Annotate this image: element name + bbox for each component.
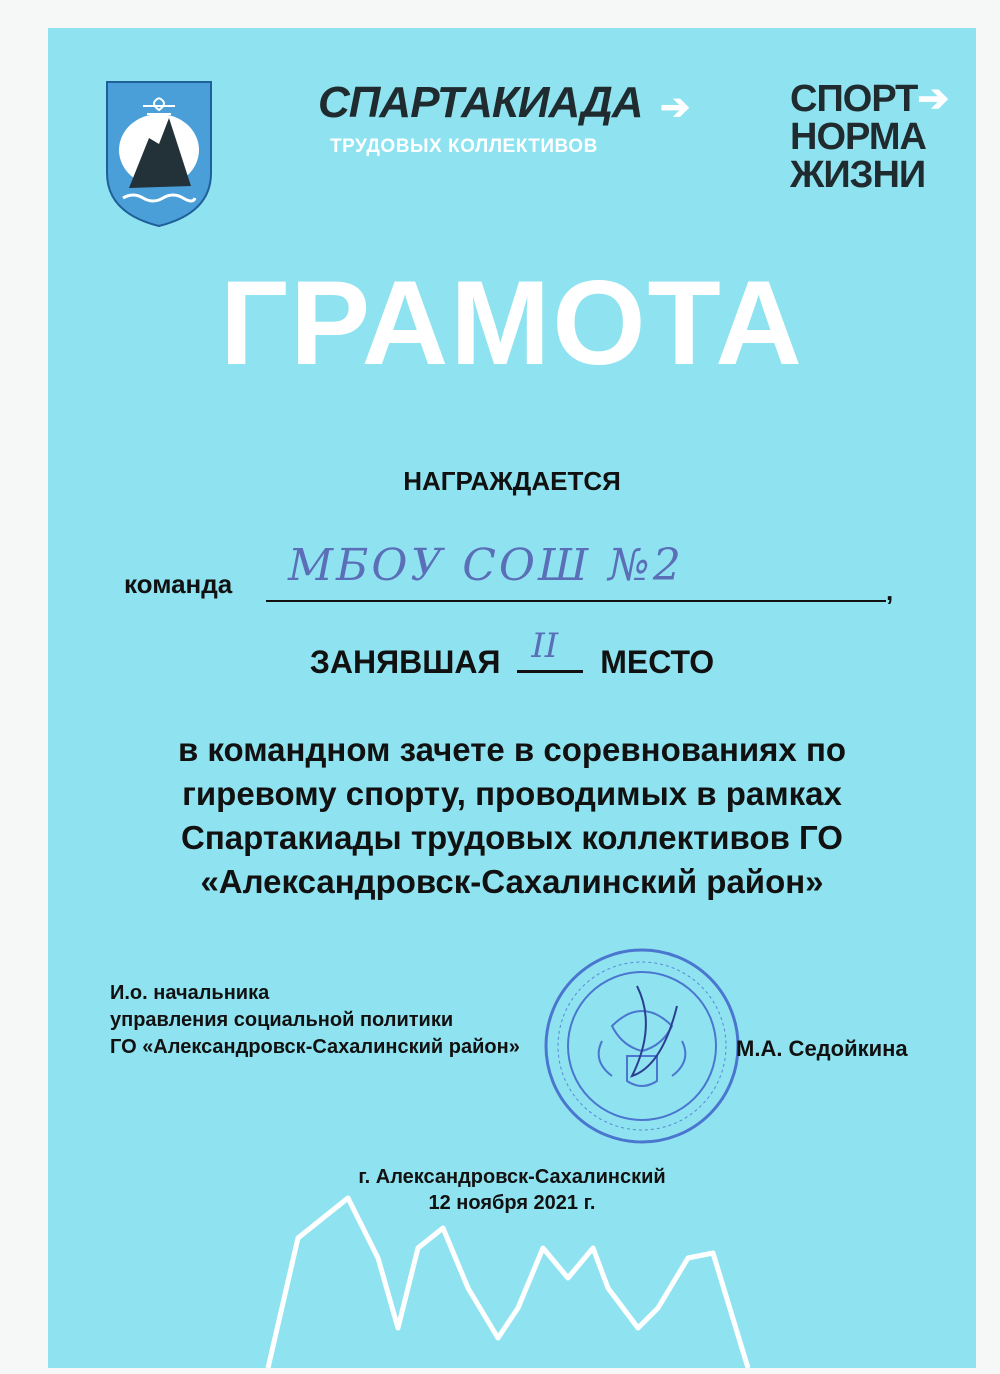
slogan-line-2: НОРМА — [790, 116, 926, 158]
place-handwritten: II — [531, 626, 559, 666]
slogan-line-1: СПОРТ➔ — [790, 78, 949, 120]
position-line-2: управления социальной политики — [110, 1009, 454, 1031]
brand-arrow-icon: ➔ — [660, 86, 691, 127]
awarded-heading: НАГРАЖДАЕТСЯ — [403, 466, 621, 496]
brand-subtitle: ТРУДОВЫХ КОЛЛЕКТИВОВ — [330, 136, 598, 157]
official-stamp-icon — [542, 946, 742, 1146]
signatory-position — [110, 980, 520, 1061]
slogan-line-3: ЖИЗНИ — [790, 154, 926, 196]
certificate-title: ГРАМОТА — [220, 256, 804, 390]
certificate-sheet — [48, 28, 976, 1368]
coat-of-arms-icon — [103, 78, 215, 228]
position-line-1: И.о. начальника — [110, 982, 270, 1004]
place-blank — [517, 626, 583, 673]
date: 12 ноября 2021 г. — [428, 1192, 596, 1214]
body-line-2: гиревому спорту, проводимых в рамках — [182, 775, 842, 812]
team-comma: , — [886, 576, 894, 606]
team-underline — [266, 600, 886, 602]
slogan — [790, 80, 948, 194]
body-line-3: Спартакиады трудовых коллективов ГО — [181, 819, 843, 856]
body-line-4: «Александровск-Сахалинский район» — [200, 863, 824, 900]
body-line-1: в командном зачете в соревнованиях по — [177, 731, 847, 768]
slogan-arrow-icon: ➔ — [917, 78, 949, 120]
place-row — [48, 626, 976, 681]
city: г. Александровск-Сахалинский — [358, 1166, 666, 1188]
position-line-3: ГО «Александровск-Сахалинский район» — [110, 1036, 520, 1058]
brand-title: СПАРТАКИАДА — [318, 78, 643, 127]
mountains-outline-icon — [48, 1178, 976, 1368]
team-name-handwritten: МБОУ СОШ №2 — [288, 540, 684, 591]
place-suffix: МЕСТО — [600, 644, 715, 680]
team-label: команда — [124, 569, 233, 599]
certificate-body — [48, 728, 976, 904]
signer-name: М.А. Седойкина — [736, 1036, 908, 1061]
place-prefix: ЗАНЯВШАЯ — [309, 644, 501, 680]
